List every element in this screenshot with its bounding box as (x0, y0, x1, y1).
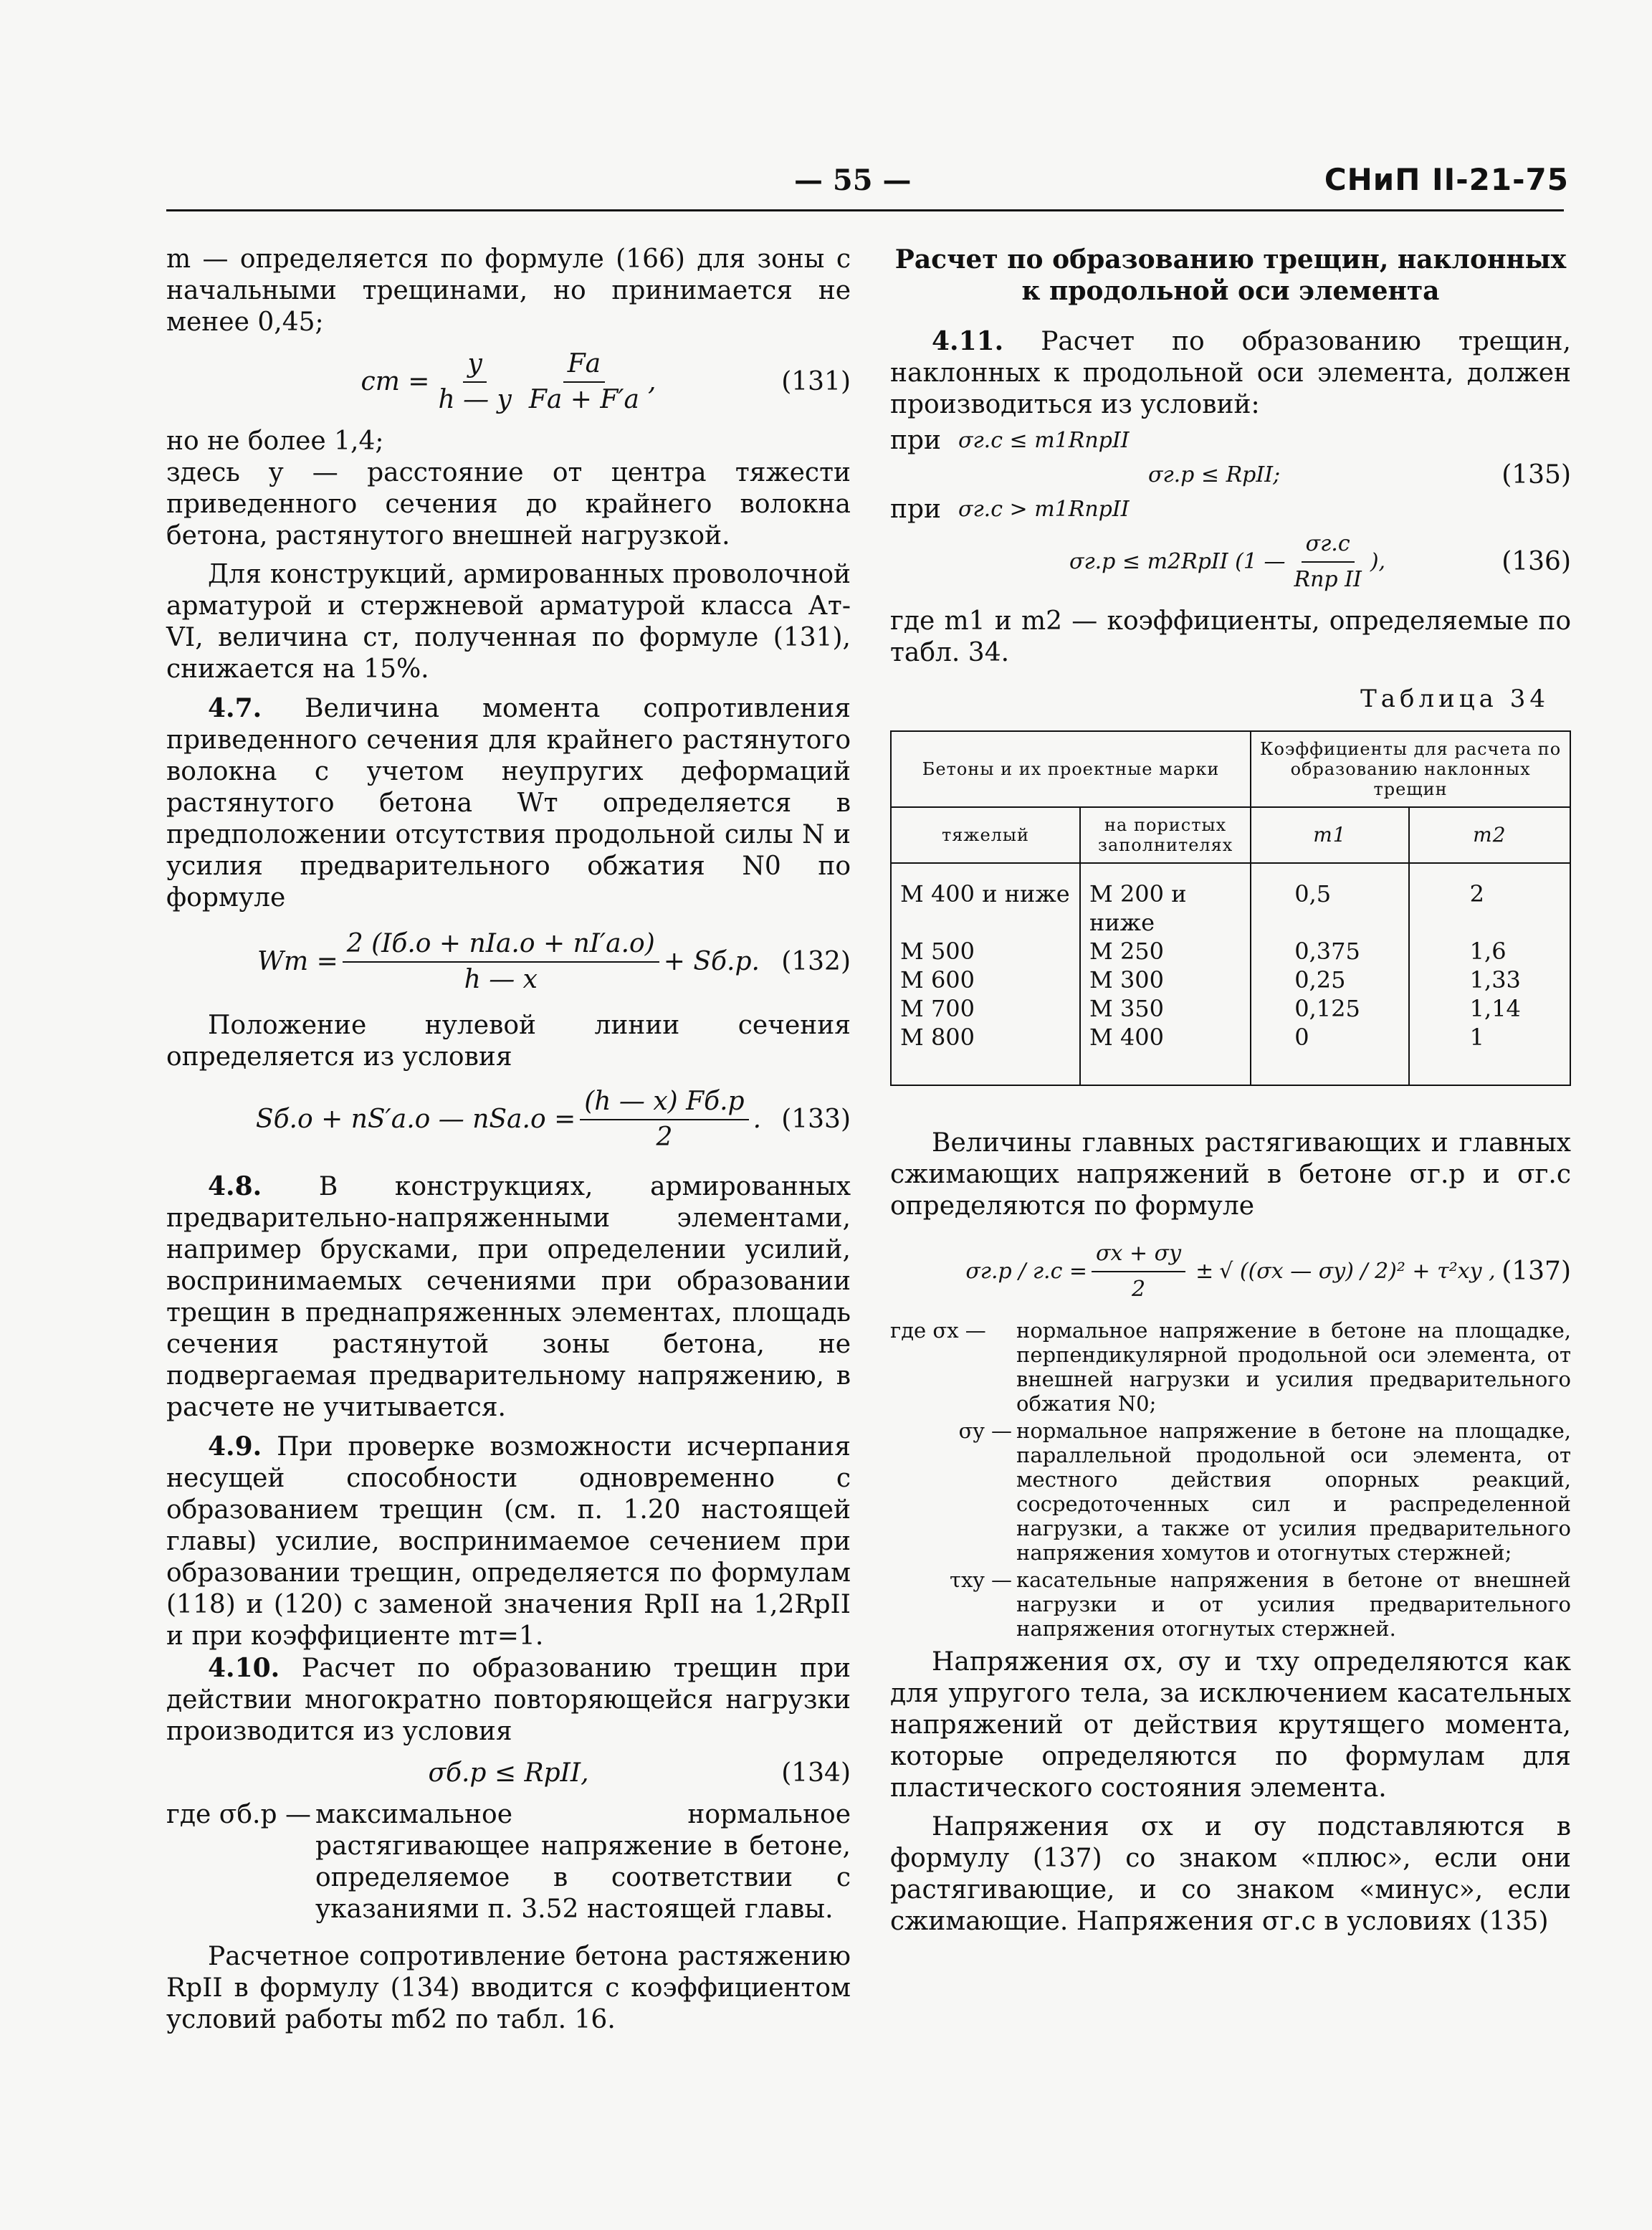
header-m1: m1 (1251, 807, 1408, 863)
y-definition: здесь y — расстояние от центра тяжести приведенного сечения до крайнего волокна бетона, растянутого внешней нагрузкой. (166, 458, 851, 551)
equation-number: (136) (1501, 547, 1571, 576)
paragraph-elastic: Напряжения σx, σy и τxy определяются как для упругого тела, за исключением касательных напряжений от действия крутящего момента, которые определяются по формулам для пластического состояния элемента. (890, 1647, 1571, 1803)
paragraph-4-9: 4.9. При проверке возможности исчерпания несущей способности одновременно с образованием трещин (см. п. 1.20 настоящей главы) усилие, воспринимаемое сечением при образовании трещин, определяется по формулам (118) и (120) с заменой значения RрII на 1,2RрII и при коэффициенте mт=1. (166, 1431, 851, 1651)
table-row: М 600 М 300 0,25 1,33 (891, 966, 1570, 994)
header-heavy: тяжелый (891, 807, 1080, 863)
formula-135: σг.р ≤ RрII; (135) (1148, 460, 1571, 490)
paragraph-4-7: 4.7. Величина момента сопротивления приведенного сечения для крайнего растянутого волокна с учетом неупругих деформаций растянутого бетона Wт определяется в предположении отсутствия продольной силы N и усилия предварительного обжатия N0 по формуле (166, 693, 851, 913)
equation-number: (131) (781, 367, 851, 396)
equation-number: (134) (781, 1758, 851, 1788)
equation-number: (137) (1501, 1257, 1571, 1286)
paragraph-signs: Напряжения σx и σy подставляются в формулу (137) со знаком «плюс», если они растягивающие, и со знаком «минус», если сжимающие. Напряжения σг.с в условиях (135) (890, 1812, 1571, 1936)
section-heading: Расчет по образованию трещин, наклонных к продольной оси элемента (894, 244, 1567, 306)
paragraph-4-10: 4.10. Расчет по образованию трещин при действии многократно повторяющейся нагрузки производится из условия (166, 1653, 851, 1746)
table-row: М 800 М 400 0 1 (891, 1023, 1570, 1085)
header-concrete: Бетоны и их проектные марки (891, 731, 1251, 807)
header-coefficients: Коэффициенты для расчета по образованию наклонных трещин (1251, 731, 1570, 807)
table-34 (890, 730, 1571, 1086)
equation-number: (133) (781, 1105, 851, 1134)
page-number: — 55 — (794, 163, 912, 197)
paragraph-design-resistance: Расчетное сопротивление бетона растяжению RрII в формулу (134) вводится с коэффициентом условий работы mб2 по табл. 16. (166, 1942, 851, 2034)
formula-133: Sб.о + nS′а.о — nSа.о = $\frac{(h — x) Fб.р}{2}$ . (133) (255, 1087, 851, 1152)
formula-131: cт = $\frac{y}{h — y}$ $\frac{Fа}{Fа + F'а}$ , (131) (361, 349, 851, 414)
header-rule (166, 209, 1564, 211)
paragraph-wire: Для конструкций, армированных проволочной арматурой и стержневой арматурой класса Ат-VI, величина cт, полученная по формуле (131), снижается на 15%. (166, 560, 851, 684)
table-row: М 500 М 250 0,375 1,6 (891, 937, 1570, 966)
paragraph-4-8: 4.8. В конструкциях, армированных предварительно-напряженными элементами, например брусками, при определении усилий, воспринимаемых сечениями при образовании трещин в преднапряженных элементах, площадь сечения растянутой зоны бетона, не подвергаемая предварительному напряжению, в расчете не учитывается. (166, 1171, 851, 1422)
formula-134: σб.р ≤ RрII, (134) (428, 1758, 851, 1788)
fraction: $\frac{\sigma x + \sigma y}{2}$ (1092, 1238, 1185, 1305)
condition-1: при σг.с ≤ m1RпрII (890, 426, 1130, 455)
fraction: $\frac{(h — x) Fб.р}{2}$ (580, 1086, 748, 1153)
definition-sigma-x: где σx — нормальное напряжение в бетоне на площадке, перпендикулярной продольной оси элемента, от внешней нагрузки и усилия предварительного обжатия N0; (890, 1318, 1571, 1416)
equation-number: (135) (1501, 460, 1571, 490)
table-row: М 700 М 350 0,125 1,14 (891, 994, 1570, 1023)
fraction: $\frac{\text{2 (Iб.о + nIа.о + nI′а.о)}}{h — x}$ (343, 928, 659, 996)
stress-definitions (890, 1318, 1571, 1641)
table-row: М 400 и ниже М 200 и ниже 0,5 2 (891, 863, 1570, 937)
paragraph-4-11: 4.11. Расчет по образованию трещин, наклонных к продольной оси элемента, должен производиться из условий: (890, 326, 1571, 419)
fraction: $\frac{\sigma г.с}{\text{Rпр II}}$ (1289, 528, 1365, 596)
paragraph-principal-stresses: Величины главных растягивающих и главных сжимающих напряжений в бетоне σг.р и σг.с определяются по формуле (890, 1128, 1571, 1221)
condition-2: при σг.с > m1RпрII (890, 495, 1130, 524)
document-code: СНиП II-21-75 (1324, 162, 1569, 197)
formula-132: Wт = $\frac{\text{2 (Iб.о + nIа.о + nI′а.о)}}{h — x}$ + Sб.р. (132) (257, 929, 851, 994)
equation-number: (132) (781, 947, 851, 976)
formula-137: σг.р / г.с = $\frac{\sigma x + \sigma y}{2}$ ± √ ((σx — σy) / 2)² + τ²xy , (137) (890, 1238, 1571, 1305)
header-m2: m2 (1409, 807, 1570, 863)
table-caption: Таблица 34 (1360, 685, 1550, 713)
coefficients-definition: где m1 и m2 — коэффициенты, определяемые по табл. 34. (890, 606, 1571, 667)
header-porous: на пористых заполнителях (1080, 807, 1251, 863)
fraction: $\frac{Fа}{Fа + F'а}$ (528, 349, 639, 414)
paragraph-neutral-line: Положение нулевой линии сечения определяется из условия (166, 1011, 851, 1072)
fraction: $\frac{y}{h — y}$ (438, 349, 512, 414)
right-column (890, 244, 1571, 1938)
limit-text: но не более 1,4; (166, 427, 384, 456)
definition-tau-xy: τxy — касательные напряжения в бетоне от внешней нагрузки и от усилия предварительного напряжения отогнутых стержней. (950, 1568, 1571, 1641)
definition-sigma-y: σy — нормальное напряжение в бетоне на площадке, параллельной продольной оси элемента, от местного действия опорных реакций, сосредоточенных сил и распределенной нагрузки, а также от усилия предварительного напряжения хомутов и отогнутых стержней; (958, 1419, 1571, 1565)
formula-136: σг.р ≤ m2RрII (1 — $\frac{\sigma г.с}{\text{Rпр II}}$ ), (136) (890, 528, 1571, 596)
left-column (166, 244, 851, 2036)
sigma-br-definition: где σб.р — максимальное нормальное растягивающее напряжение в бетоне, определяемое в соответствии с указаниями п. 3.52 настоящей главы. (166, 1800, 851, 1924)
m-definition: m — определяется по формуле (166) для зоны с начальными трещинами, но принимается не менее 0,45; (166, 244, 851, 337)
